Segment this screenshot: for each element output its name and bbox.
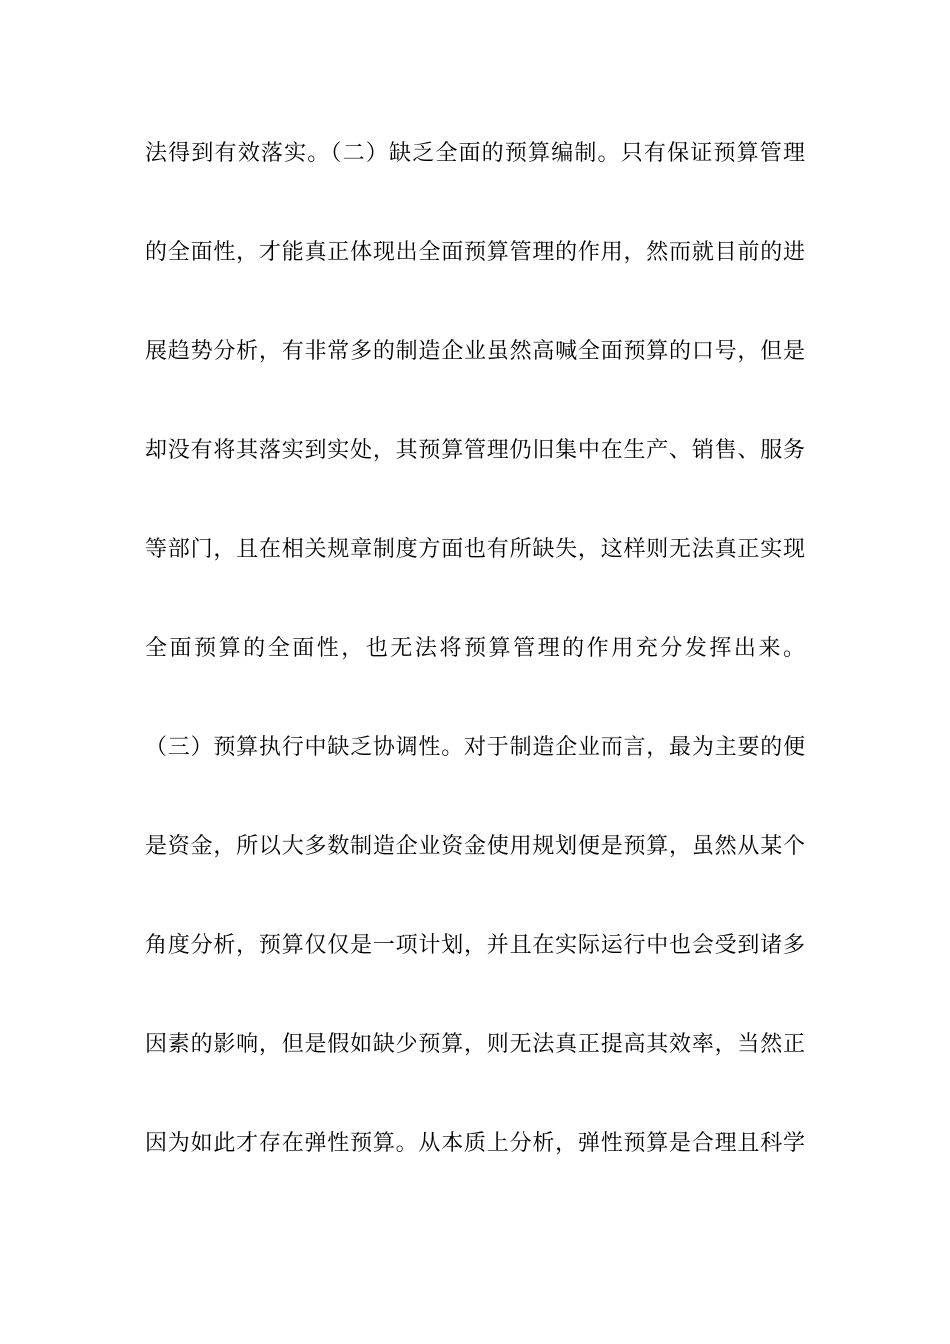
text-line: 的全面性，才能真正体现出全面预算管理的作用，然而就目前的进 [145, 240, 805, 265]
text-line: 等部门，且在相关规章制度方面也有所缺失，这样则无法真正实现 [145, 537, 805, 562]
text-line: （三）预算执行中缺乏协调性。对于制造企业而言，最为主要的便 [145, 735, 805, 760]
text-line: 展趋势分析，有非常多的制造企业虽然高喊全面预算的口号，但是 [145, 339, 805, 364]
text-line: 因素的影响，但是假如缺少预算，则无法真正提高其效率，当然正 [145, 1032, 805, 1057]
text-line: 全面预算的全面性，也无法将预算管理的作用充分发挥出来。 [145, 636, 805, 661]
text-line: 却没有将其落实到实处，其预算管理仍旧集中在生产、销售、服务 [145, 438, 805, 463]
text-line: 角度分析，预算仅仅是一项计划，并且在实际运行中也会受到诸多 [145, 933, 805, 958]
body-paragraph [145, 136, 805, 1225]
text-line: 因为如此才存在弹性预算。从本质上分析，弹性预算是合理且科学 [145, 1131, 805, 1156]
text-line: 是资金，所以大多数制造企业资金使用规划便是预算，虽然从某个 [145, 834, 805, 859]
text-line: 法得到有效落实。（二）缺乏全面的预算编制。只有保证预算管理 [145, 141, 805, 166]
